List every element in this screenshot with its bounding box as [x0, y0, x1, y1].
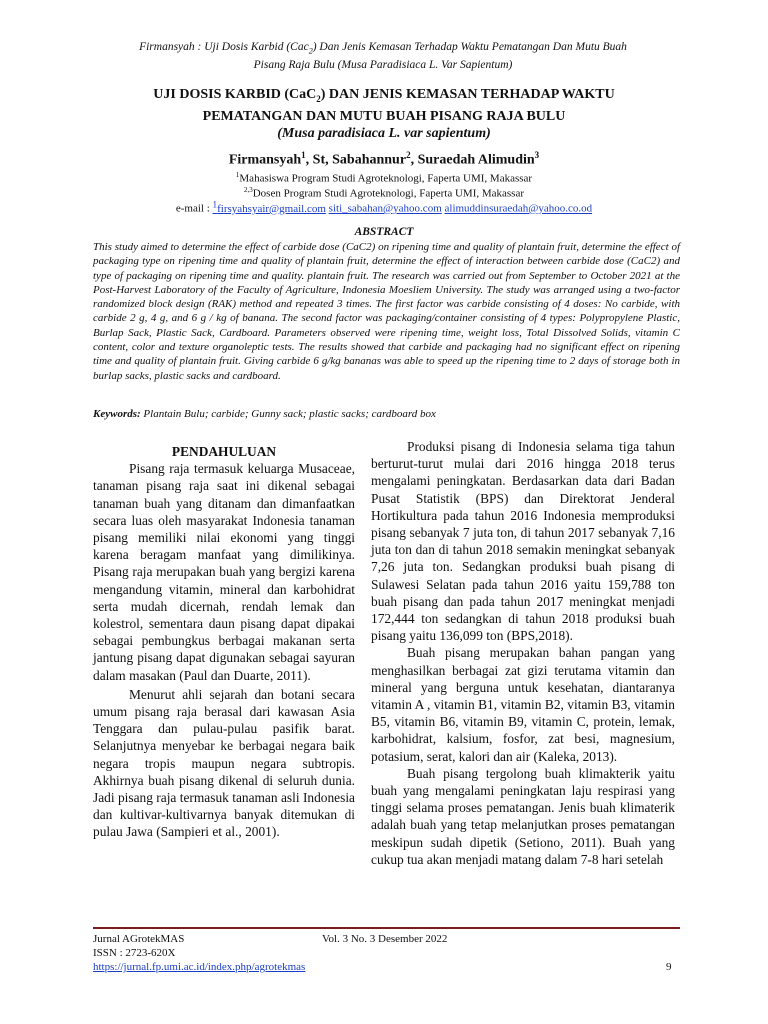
paragraph: Buah pisang merupakan bahan pangan yang menghasilkan berbagai zat gizi terutama vitamin dan mineral yang berguna untuk kesehatan, diantaranya vitamin A , vitamin B1, vitamin B2, vitamin B3, vitamin B5, vitamin B6, vitamin B9, vitamin C, protein, lemak, karbohidrat, kalsium, fosfor, zat besi, magnesium, potasium, serat, kalori dan air (Kaleka, 2013).: [371, 645, 675, 764]
footer-url: [93, 961, 305, 974]
running-header-line1: Firmansyah : Uji Dosis Karbid (Cac$_2$) Dan Jenis Kemasan Terhadap Waktu Pematangan Dan Mutu Buah: [139, 41, 627, 56]
email-link-3[interactable]: alimuddinsuraedah@yahoo.co.od: [444, 202, 593, 215]
paragraph: Buah pisang tergolong buah klimakterik yaitu buah yang mengalami peningkatan laju respirasi yang tinggi selama proses pematangan. Jenis buah klimaterik adalah buah yang tetap melanjutkan proses pematangan meskipun sudah dipetik (Setiono, 2011). Buah yang cukup tua akan menjadi matang dalam 7-8 hari setelah: [371, 765, 675, 867]
title-species: (Musa paradisiaca L. var sapientum): [277, 125, 491, 141]
title-line1: UJI DOSIS KARBID (CaC$_2$) DAN JENIS KEMASAN TERHADAP WAKTU: [153, 87, 615, 104]
paragraph: Produksi pisang di Indonesia selama tiga tahun berturut-turut mulai dari 2016 hingga 2018 terus mengalami peningkatan. Berdasarkan data dari Badan Pusat Statistik (BPS) dan Direktorat Jenderal Hortikultura pada tahun 2016 Indonesia memproduksi pisang sebanyak 7 juta ton, di tahun 2017 sebanyak 7,16 juta ton dan di tahun 2018 semakin meningkat sebanyak 7,26 juta ton. Sedangkan produksi buah pisang di Sulawesi Selatan pada tahun 2016 yaitu 159,788 ton buah pisang dan pada tahun 2017 meningkat menjadi 172,444 ton sedangkan di tahun 2018 produksi buah pisang yaitu 136,099 ton (BPS,2018).: [371, 439, 675, 644]
journal-url-link[interactable]: https://jurnal.fp.umi.ac.id/index.php/agrotekmas: [93, 961, 306, 973]
keywords-label: Keywords:: [93, 408, 141, 420]
email-line: e-mail : $^1$firsyahsyair@gmail.com siti_sabahan@yahoo.com alimuddinsuraedah@yahoo.co.od: [175, 199, 593, 215]
paragraph: Menurut ahli sejarah dan botani secara umum pisang raja berasal dari kawasan Asia Tenggara dan pulau-pulau pasifik barat. Selanjutnya menyebar ke berbagai negara baik negara tropis maupun negara subtropis. Akhirnya buah pisang dikenal di seluruh dunia. Jadi pisang raja termasuk tanaman asli Indonesia dan kultivar-kultivarnya banyak ditemukan di pulau Jawa (Sampieri et al., 2001).: [93, 686, 355, 840]
running-header-line2: Pisang Raja Bulu (Musa Paradisiaca L. Var Sapientum): [253, 59, 513, 72]
title-line2: PEMATANGAN DAN MUTU BUAH PISANG RAJA BULU: [202, 108, 566, 124]
running-header: [88, 40, 678, 73]
page-number: 9: [666, 961, 672, 973]
email-link-1[interactable]: $^1$firsyahsyair@gmail.com: [212, 199, 326, 215]
abstract-heading: ABSTRACT: [354, 226, 414, 238]
email-link-2[interactable]: siti_sabahan@yahoo.com: [328, 202, 442, 215]
affiliation-1: $^1$Mahasiswa Program Studi Agroteknologi, Faperta UMI, Makassar: [235, 171, 533, 185]
footer-volume: Vol. 3 No. 3 Desember 2022: [322, 933, 448, 945]
paper-title: [96, 86, 672, 142]
footer-issn: ISSN : 2723-620X: [93, 947, 176, 959]
affiliation-2: $^{2,3}$Dosen Program Studi Agroteknologi, Faperta UMI, Makassar: [243, 186, 525, 200]
left-column: [93, 438, 355, 841]
section-title: PENDAHULUAN: [171, 444, 277, 459]
abstract-body: This study aimed to determine the effect of carbide dose (CaC2) on ripening time and quality of plantain fruit, determine the effect of packaging type on ripening time and quality of plantain fruit, determine the effect of interaction between carbide dose (CaC2) and type of packaging on ripening time and quality. plantain fruit. The research was carried out from September to October 2021 at the Post-Harvest Laboratory of the Faculty of Agriculture, Indonesia Moesliem University. The study was arranged using a two-factor randomized block design (RAK) method and repeated 3 times. The first factor was carbide consisting of 4 doses: No carbide, with carbide 2 g, 4 g, and 6 g / kg of banana. The second factor was packaging/container consisting of 4 types: Polypropylene Plastic, Burlap Sack, Plastic Sack, Cardboard. Parameters observed were ripening time, weight loss, Total Dissolved Solids, vitamin C content, color and texture organoleptic tests. The results showed that carbide and packaging had no significant effect on ripening time and quality of plantain fruit. Giving carbide 6 g/kg bananas was able to speed up the ripening time to 2 days of storage both in burlap sacks, plastic sacks and cardboard.: [93, 241, 680, 382]
keywords: [93, 408, 680, 420]
paragraph: Pisang raja termasuk keluarga Musaceae, tanaman pisang raja saat ini dikenal sebagai tanaman buah yang ditanam dan dimanfaatkan secara luas oleh masyarakat Indonesia tanaman pisang memiliki nilai ekonomi yang tinggi karena beragam manfaat yang dimilikinya. Pisang raja merupakan buah yang bergizi karena mengandung vitamin, mineral dan karbohidrat serta mudah dicernah, rendah lemak dan kolestrol, sementara daun pisang dapat dipakai sebagai pembungkus berbagai makanan serta jantung pisang dapat digunakan sebagai sayuran dalam masakan (Paul dan Duarte, 2011).: [93, 461, 355, 683]
authors: Firmansyah$^1$, St, Sabahannur$^2$, Suraedah Alimudin$^3$: [228, 150, 540, 168]
right-column: [371, 438, 675, 868]
keywords-text: Plantain Bulu; carbide; Gunny sack; plastic sacks; cardboard box: [140, 408, 436, 420]
footer-journal: Jurnal AGrotekMAS: [93, 933, 185, 945]
footer-rule: [93, 927, 680, 929]
